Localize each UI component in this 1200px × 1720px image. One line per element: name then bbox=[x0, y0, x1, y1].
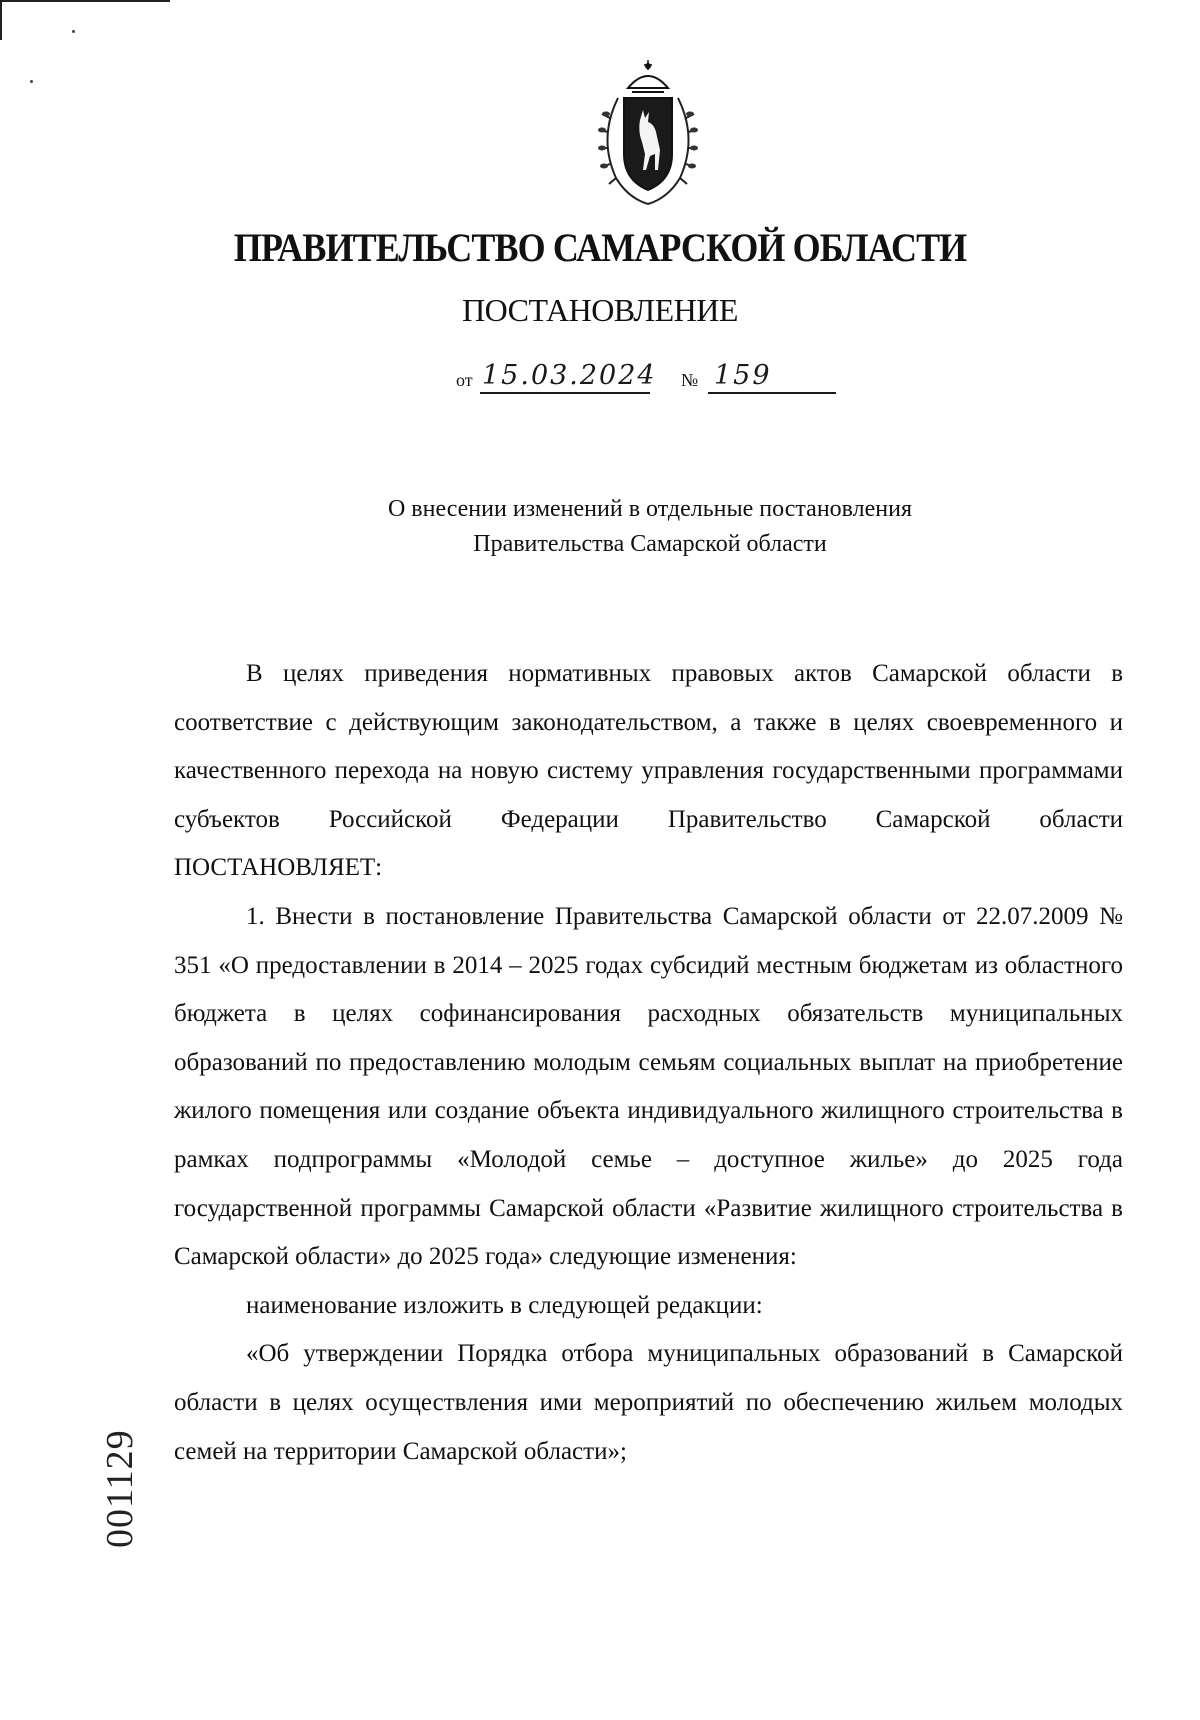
number-underline bbox=[708, 392, 836, 394]
scan-edge-line bbox=[0, 0, 170, 2]
subject-line-2: Правительства Самарской области bbox=[473, 531, 827, 557]
date-label: от bbox=[456, 370, 473, 390]
margin-serial-number: 001129 bbox=[99, 1429, 141, 1548]
document-date: 15.03.2024 bbox=[482, 360, 657, 391]
number-label: № bbox=[681, 370, 699, 390]
preamble-paragraph: В целях приведения нормативных правовых актов Самарской области в соответствие с действующим законодательством, а также в целях своевременного и качественного перехода на новую систему управления государственными программами субъектов Российской Федерации Правительство Самарской области ПОСТАНОВЛЯЕТ: bbox=[174, 660, 1123, 882]
date-number-line bbox=[456, 360, 846, 396]
scan-speck bbox=[72, 30, 75, 33]
clause-1-paragraph: 1. Внести в постановление Правительства Самарской области от 22.07.2009 № 351 «О предоставлении в 2014 – 2025 годах субсидий местным бюджетам из областного бюджета в целях софинансирования расходных обязательств муниципальных образований по предоставлению молодым семьям социальных выплат на приобретение жилого помещения или создание объекта индивидуального жилищного строительства в рамках подпрограммы «Молодой семье – доступное жилье» до 2025 года государственной программы Самарской области «Развитие жилищного строительства в Самарской области» до 2025 года» следующие изменения: bbox=[174, 902, 1123, 1271]
amendment-text-paragraph: «Об утверждении Порядка отбора муниципальных образований в Самарской области в целях осуществления ими мероприятий по обеспечению жильем молодых семей на территории Самарской области»; bbox=[174, 1340, 1123, 1465]
scan-speck bbox=[30, 80, 33, 83]
date-underline bbox=[480, 392, 650, 394]
government-title: ПРАВИТЕЛЬСТВО САМАРСКОЙ ОБЛАСТИ bbox=[233, 225, 967, 270]
samara-coat-of-arms-icon bbox=[588, 58, 708, 208]
document-number: 159 bbox=[714, 360, 772, 391]
document-subject bbox=[0, 492, 1200, 562]
amendment-intro-paragraph: наименование изложить в следующей редакции: bbox=[246, 1291, 763, 1319]
scan-edge-line-vertical bbox=[0, 0, 2, 40]
document-type: ПОСТАНОВЛЕНИЕ bbox=[462, 292, 738, 328]
subject-line-1: О внесении изменений в отдельные постановления bbox=[387, 496, 913, 522]
document-body bbox=[174, 650, 1123, 1476]
